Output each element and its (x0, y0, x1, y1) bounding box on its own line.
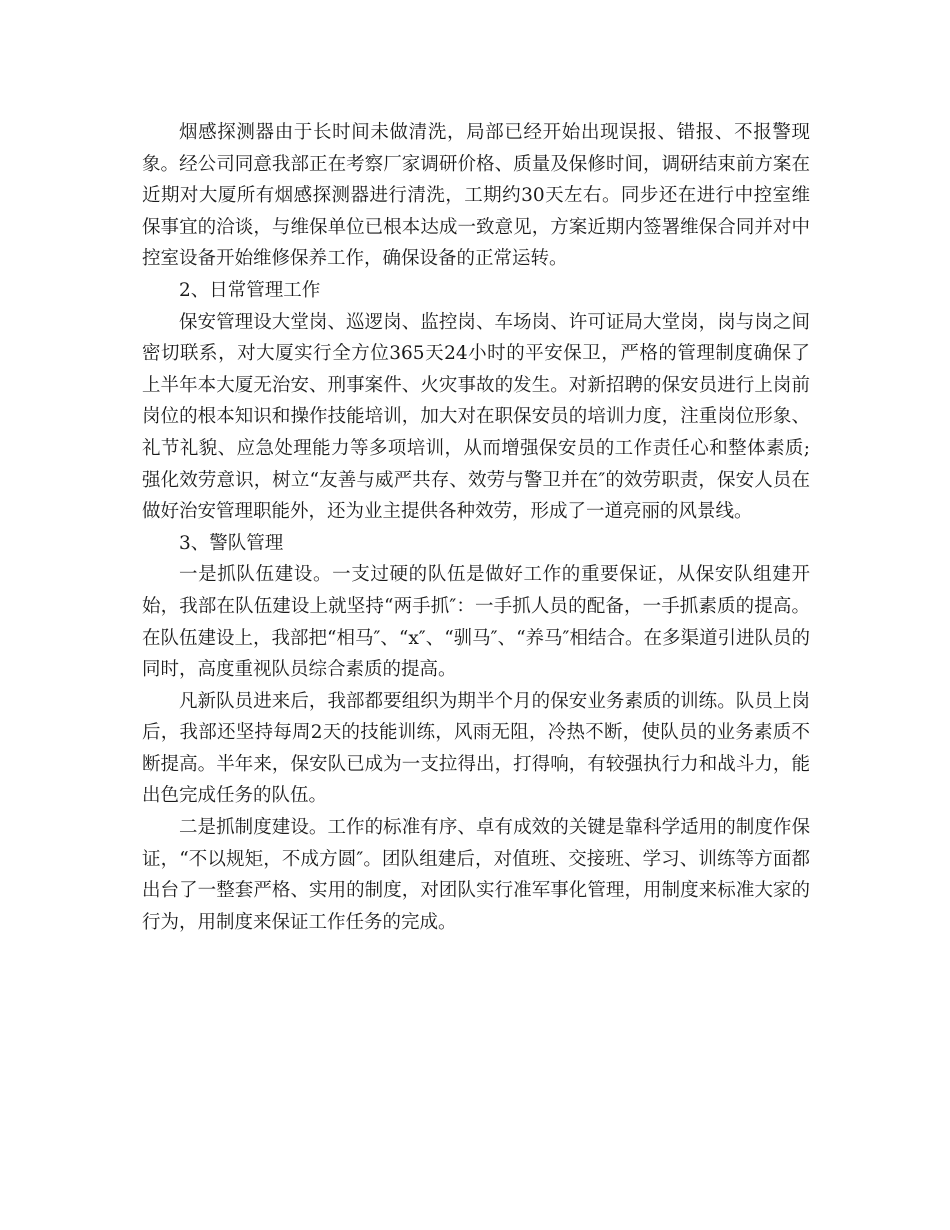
heading-team-management: 3、警队管理 (179, 532, 284, 554)
paragraph-team-building: 一是抓队伍建设。一支过硬的队伍是做好工作的重要保证，从保安队组建开始，我部在队伍建设上就坚持“两手抓″：一手抓人员的配备，一手抓素质的提高。在队伍建设上，我部把“相马″、“x″、“驯马″、“养马″相结合。在多渠道引进队员的同时，高度重视队员综合素质的提高。 (142, 564, 810, 681)
paragraph-smoke-detector: 烟感探测器由于长时间未做清洗，局部已经开始出现误报、错报、不报警现象。经公司同意我部正在考察厂家调研价格、质量及保修时间，调研结束前方案在近期对大厦所有烟感探测器进行清洗，工期约30天左右。同步还在进行中控室维保事宜的洽谈，与维保单位已根本达成一致意见，方案近期内签署维保合同并对中控室设备开始维修保养工作，确保设备的正常运转。 (142, 122, 810, 270)
heading-daily-management: 2、日常管理工作 (179, 279, 321, 301)
paragraph-security-posts: 保安管理设大堂岗、巡逻岗、监控岗、车场岗、许可证局大堂岗，岗与岗之间密切联系，对大厦实行全方位365天24小时的平安保卫，严格的管理制度确保了上半年本大厦无治安、刑事案件、火灾事故的发生。对新招聘的保安员进行上岗前岗位的根本知识和操作技能培训，加大对在职保安员的培训力度，注重岗位形象、礼节礼貌、应急处理能力等多项培训，从而增强保安员的工作责任心和整体素质;强化效劳意识，树立“友善与威严共存、效劳与警卫并在″的效劳职责，保安人员在做好治安管理职能外，还为业主提供各种效劳，形成了一道亮丽的风景线。 (142, 311, 810, 523)
paragraph-system-building: 二是抓制度建设。工作的标准有序、卓有成效的关键是靠科学适用的制度作保证，“不以规矩，不成方圆″。团队组建后，对值班、交接班、学习、训练等方面都出台了一整套严格、实用的制度，对团队实行准军事化管理，用制度来标准大家的行为，用制度来保证工作任务的完成。 (142, 817, 810, 933)
paragraph-training: 凡新队员进来后，我部都要组织为期半个月的保安业务素质的训练。队员上岗后，我部还坚持每周2天的技能训练，风雨无阻，冷热不断，使队员的业务素质不断提高。半年来，保安队已成为一支拉得出，打得响，有较强执行力和战斗力，能出色完成任务的队伍。 (142, 690, 810, 807)
document-body (142, 117, 810, 938)
